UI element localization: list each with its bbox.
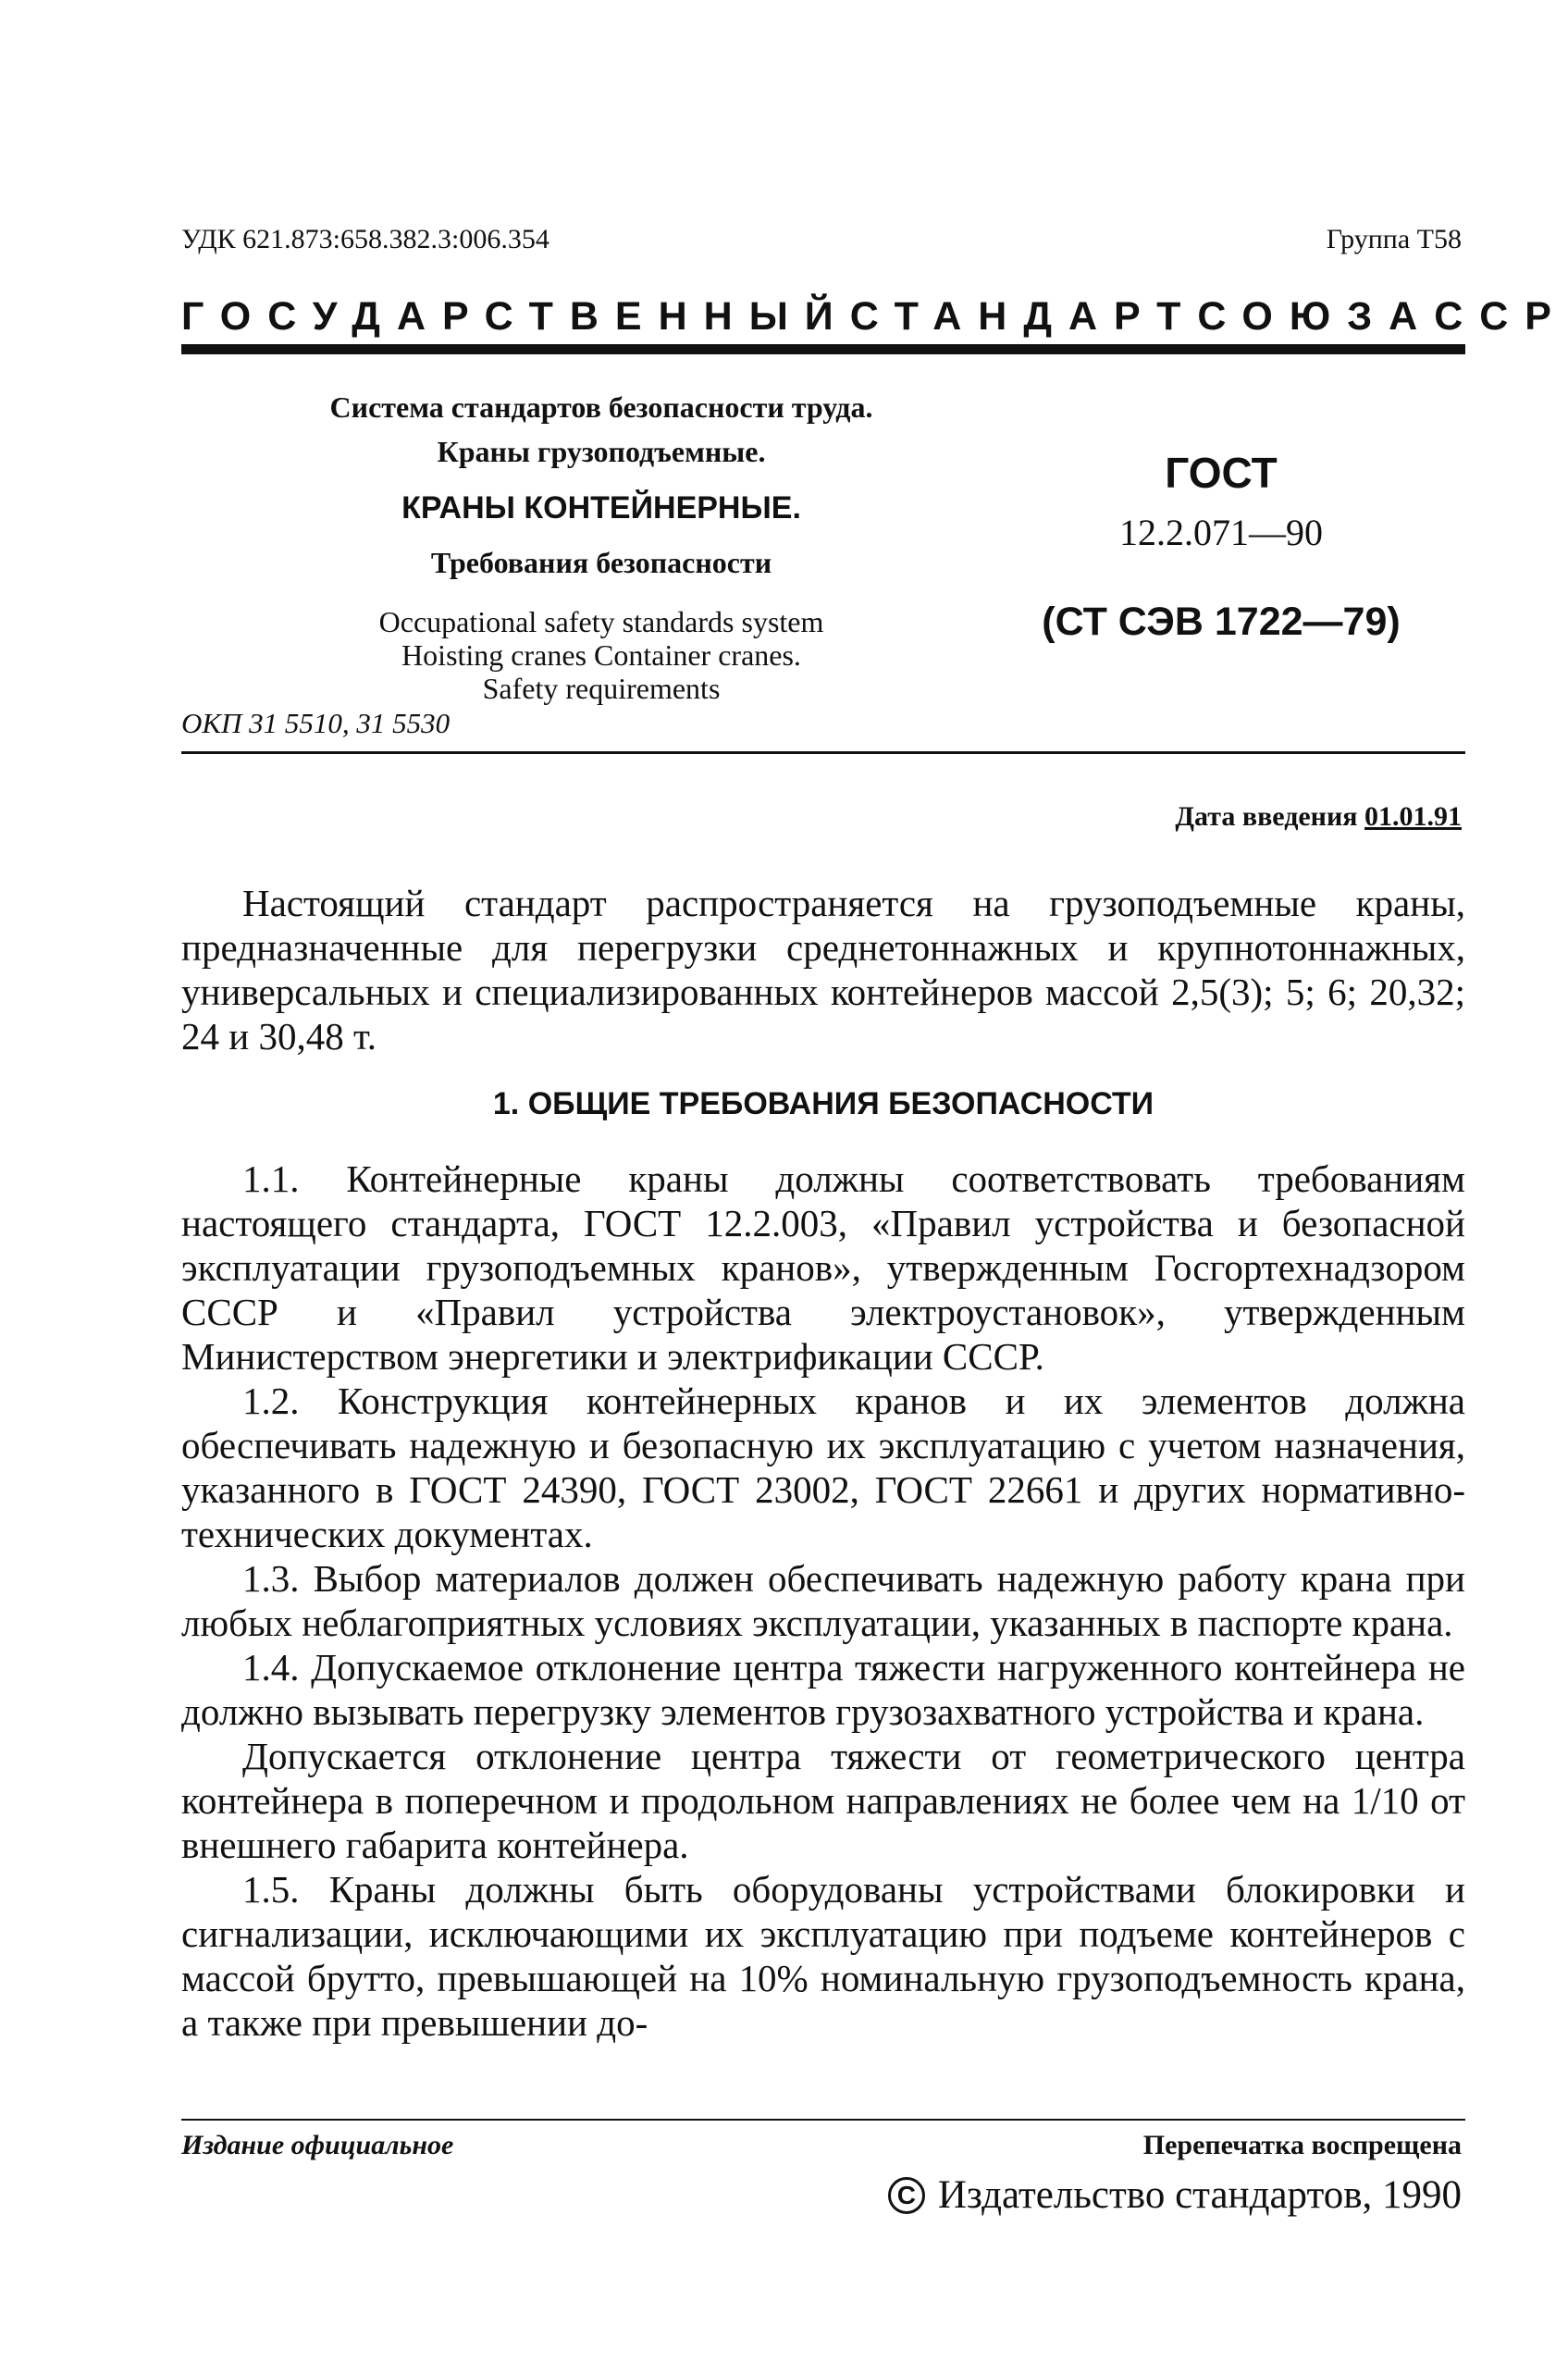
reprint-notice: Перепечатка воспрещена xyxy=(1142,2130,1462,2160)
official-edition: Издание официальное xyxy=(181,2130,454,2160)
subject-title: Краны грузоподъемные. xyxy=(437,435,766,468)
section-body xyxy=(181,1157,1465,2045)
paragraph-1-4: 1.4. Допускаемое отклонение центра тяжести нагруженного контейнера не должно вызывать перегрузку элементов грузозахватного устройства и крана. xyxy=(181,1646,1465,1733)
english-title-line: Safety requirements xyxy=(482,672,721,705)
group-code: Группа Т58 xyxy=(1326,224,1462,254)
intro-paragraph xyxy=(181,881,1465,1058)
okp-code: ОКП 31 5510, 31 5530 xyxy=(181,707,451,739)
main-title: КРАНЫ КОНТЕЙНЕРНЫЕ. xyxy=(401,490,801,526)
state-standard-word-4: ССР xyxy=(1434,294,1568,339)
publisher: Издательство стандартов, 1990 xyxy=(937,2173,1462,2217)
udk-code: УДК 621.873:658.382.3:006.354 xyxy=(181,224,549,254)
paragraph-1-5: 1.5. Краны должны быть оборудованы устройствами блокировки и сигнализации, исключающими их эксплуатацию при подъеме контейнеров с массой брутто, превышающей на 10% номинальную грузоподъемность крана, а также при превышении до- xyxy=(181,1868,1465,2044)
subtitle: Требования безопасности xyxy=(430,546,772,579)
state-standard-word-2: СТАНДАРТ xyxy=(849,294,1198,339)
intro-text: Настоящий стандарт распространяется на грузоподъемные краны, предназначенные для перегрузки среднетоннажных и крупнотоннажных, универсальных и специализированных контейнеров массой 2,5(3); 5; 6; 20,32; 24 и 30,48 т. xyxy=(181,882,1465,1058)
st-sev-number: (СТ СЭВ 1722—79) xyxy=(1042,600,1401,644)
english-title-line: Hoisting cranes Container cranes. xyxy=(401,638,801,672)
state-standard-heading xyxy=(181,294,1568,340)
copyright xyxy=(888,2172,1462,2218)
system-title: Система стандартов безопасности труда. xyxy=(329,390,873,424)
paragraph-1-4-note: Допускается отклонение центра тяжести от геометрического центра контейнера в поперечном и продольном направлениях не более чем на 1/10 от внешнего габарита контейнера. xyxy=(181,1735,1465,1866)
date-label: Дата введения xyxy=(1175,801,1358,832)
paragraph-1-3: 1.3. Выбор материалов должен обеспечивать надежную работу крана при любых неблагоприятных условиях эксплуатации, указанных в паспорте крана. xyxy=(181,1557,1465,1644)
state-standard-word-3: СОЮЗА xyxy=(1197,294,1435,339)
copyright-icon: C xyxy=(888,2177,925,2214)
state-standard-word-1: ГОСУДАРСТВЕННЫЙ xyxy=(181,294,850,339)
paragraph-1-1: 1.1. Контейнерные краны должны соответствовать требованиям настоящего стандарта, ГОСТ 12.2.003, «Правил устройства и безопасной эксплуатации грузоподъемных кранов», утвержденным Госгортехнадзором СССР и «Правил устройства электроустановок», утвержденным Министерством энергетики и электрификации СССР. xyxy=(181,1157,1465,1378)
section-heading: 1. ОБЩИЕ ТРЕБОВАНИЯ БЕЗОПАСНОСТИ xyxy=(492,1086,1154,1121)
gost-number: 12.2.071—90 xyxy=(1119,512,1323,553)
footer-rule xyxy=(181,2119,1465,2121)
date-value: 01.01.91 xyxy=(1364,801,1462,832)
gost-label: ГОСТ xyxy=(1165,449,1278,497)
english-title-line: Occupational safety standards system xyxy=(378,605,824,638)
introduction-date xyxy=(1175,801,1462,833)
header-rule xyxy=(181,344,1465,354)
paragraph-1-2: 1.2. Конструкция контейнерных кранов и их элементов должна обеспечивать надежную и безопасную их эксплуатацию с учетом назначения, указанного в ГОСТ 24390, ГОСТ 23002, ГОСТ 22661 и других нормативно-технических документах. xyxy=(181,1379,1465,1555)
title-block-rule xyxy=(181,751,1465,754)
